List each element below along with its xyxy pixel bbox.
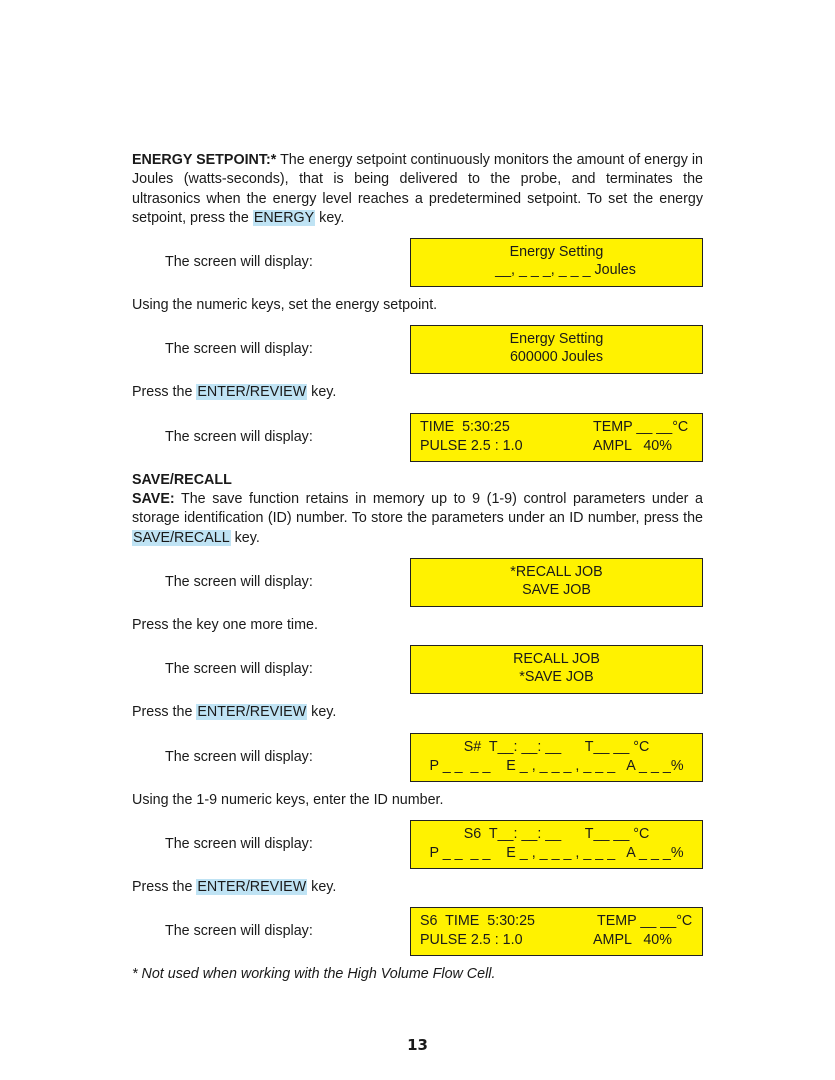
lcd-display-energy-600000 bbox=[410, 325, 703, 374]
screen-label: The screen will display: bbox=[165, 573, 313, 590]
save-text-end: key. bbox=[230, 529, 260, 546]
energy-setpoint-heading: ENERGY SETPOINT:* bbox=[132, 152, 277, 168]
lcd-line-1: *RECALL JOB bbox=[510, 563, 603, 580]
save-recall-heading: SAVE/RECALL bbox=[132, 471, 232, 488]
lcd-ampl: AMPL 40% bbox=[593, 437, 672, 454]
lcd-display-status-s6 bbox=[410, 907, 703, 956]
manual-page bbox=[132, 151, 703, 984]
save-paragraph bbox=[132, 490, 703, 548]
lcd-time: TIME 5:30:25 bbox=[420, 418, 510, 435]
instruction-press-enter bbox=[132, 878, 703, 897]
instruction-press-enter bbox=[132, 703, 703, 722]
footnote: * Not used when working with the High Volume Flow Cell. bbox=[132, 966, 496, 983]
lcd-line-2: 600000 Joules bbox=[509, 349, 603, 366]
lcd-display-recall-selected bbox=[410, 558, 703, 607]
save-label: SAVE: bbox=[132, 491, 175, 508]
instruction-press-enter bbox=[132, 383, 703, 402]
lcd-ampl: AMPL 40% bbox=[593, 932, 672, 949]
lcd-line-1: RECALL JOB bbox=[513, 651, 600, 668]
lcd-display-storage-s6 bbox=[410, 820, 703, 869]
lcd-temp: TEMP __ __°C bbox=[593, 418, 689, 435]
screen-label: The screen will display: bbox=[165, 661, 313, 678]
display-row-4 bbox=[132, 558, 703, 608]
instruction-set-energy: Using the numeric keys, set the energy setpoint. bbox=[132, 297, 438, 314]
page-number: 13 bbox=[407, 1036, 428, 1054]
save-text: The save function retains in memory up to 9 (1-9) control parameters under a storage identification (ID) number. To store the parameters under an ID number, press the bbox=[132, 491, 703, 527]
lcd-time: S6 TIME 5:30:25 bbox=[420, 913, 535, 930]
lcd-pulse: PULSE 2.5 : 1.0 bbox=[420, 932, 523, 949]
display-row-3 bbox=[132, 413, 703, 463]
energy-text-end: key. bbox=[315, 209, 345, 226]
display-row-2 bbox=[132, 325, 703, 375]
instruction-enter-id: Using the 1-9 numeric keys, enter the ID number. bbox=[132, 791, 444, 808]
save-recall-key-label: SAVE/RECALL bbox=[133, 529, 230, 546]
instruction-text: key. bbox=[307, 704, 337, 721]
screen-label: The screen will display: bbox=[165, 835, 313, 852]
lcd-line-1: S# T__: __: __ T__ __ °C bbox=[463, 738, 650, 755]
instruction-text: Press the bbox=[132, 384, 197, 401]
display-row-8 bbox=[132, 907, 703, 957]
enter-review-key-label: ENTER/REVIEW bbox=[197, 704, 307, 721]
energy-setpoint-paragraph bbox=[132, 151, 703, 228]
lcd-line-2: P _ _ _ _ E _ , _ _ _ , _ _ _ A _ _ _% bbox=[429, 757, 684, 774]
screen-label: The screen will display: bbox=[165, 341, 313, 358]
instruction-text: key. bbox=[307, 384, 337, 401]
lcd-line-1: S6 T__: __: __ T__ __ °C bbox=[463, 825, 650, 842]
screen-label: The screen will display: bbox=[165, 428, 313, 445]
display-row-5 bbox=[132, 645, 703, 695]
lcd-line-2: __, _ _ _, _ _ _ Joules bbox=[495, 262, 636, 279]
enter-review-key-label: ENTER/REVIEW bbox=[197, 384, 307, 401]
display-row-7 bbox=[132, 820, 703, 870]
lcd-line-2: *SAVE JOB bbox=[519, 669, 594, 686]
display-row-6 bbox=[132, 733, 703, 783]
lcd-line-2: SAVE JOB bbox=[522, 581, 591, 598]
lcd-display-save-selected bbox=[410, 645, 703, 694]
lcd-line-1: Energy Setting bbox=[509, 244, 604, 261]
lcd-line-1: Energy Setting bbox=[509, 331, 604, 348]
screen-label: The screen will display: bbox=[165, 923, 313, 940]
screen-label: The screen will display: bbox=[165, 748, 313, 765]
instruction-text: Press the bbox=[132, 704, 197, 721]
screen-label: The screen will display: bbox=[165, 254, 313, 271]
enter-review-key-label: ENTER/REVIEW bbox=[197, 878, 307, 895]
lcd-display-status bbox=[410, 413, 703, 462]
energy-key-label: ENERGY bbox=[253, 209, 315, 226]
energy-text: The energy setpoint continuously monitors the amount of energy in Joules (watts-seconds), that is being delivered to the probe, and terminates the ultrasonics when the energy level reaches a predetermined setpoint. To set the energy setpoint, press the bbox=[132, 152, 703, 226]
display-row-1 bbox=[132, 238, 703, 288]
instruction-text: key. bbox=[307, 878, 337, 895]
instruction-text: Press the bbox=[132, 878, 197, 895]
instruction-one-more: Press the key one more time. bbox=[132, 616, 318, 633]
lcd-display-storage-blank bbox=[410, 733, 703, 782]
lcd-temp: TEMP __ __°C bbox=[597, 913, 693, 930]
lcd-pulse: PULSE 2.5 : 1.0 bbox=[420, 437, 523, 454]
lcd-line-2: P _ _ _ _ E _ , _ _ _ , _ _ _ A _ _ _% bbox=[429, 844, 684, 861]
lcd-display-energy-blank bbox=[410, 238, 703, 287]
